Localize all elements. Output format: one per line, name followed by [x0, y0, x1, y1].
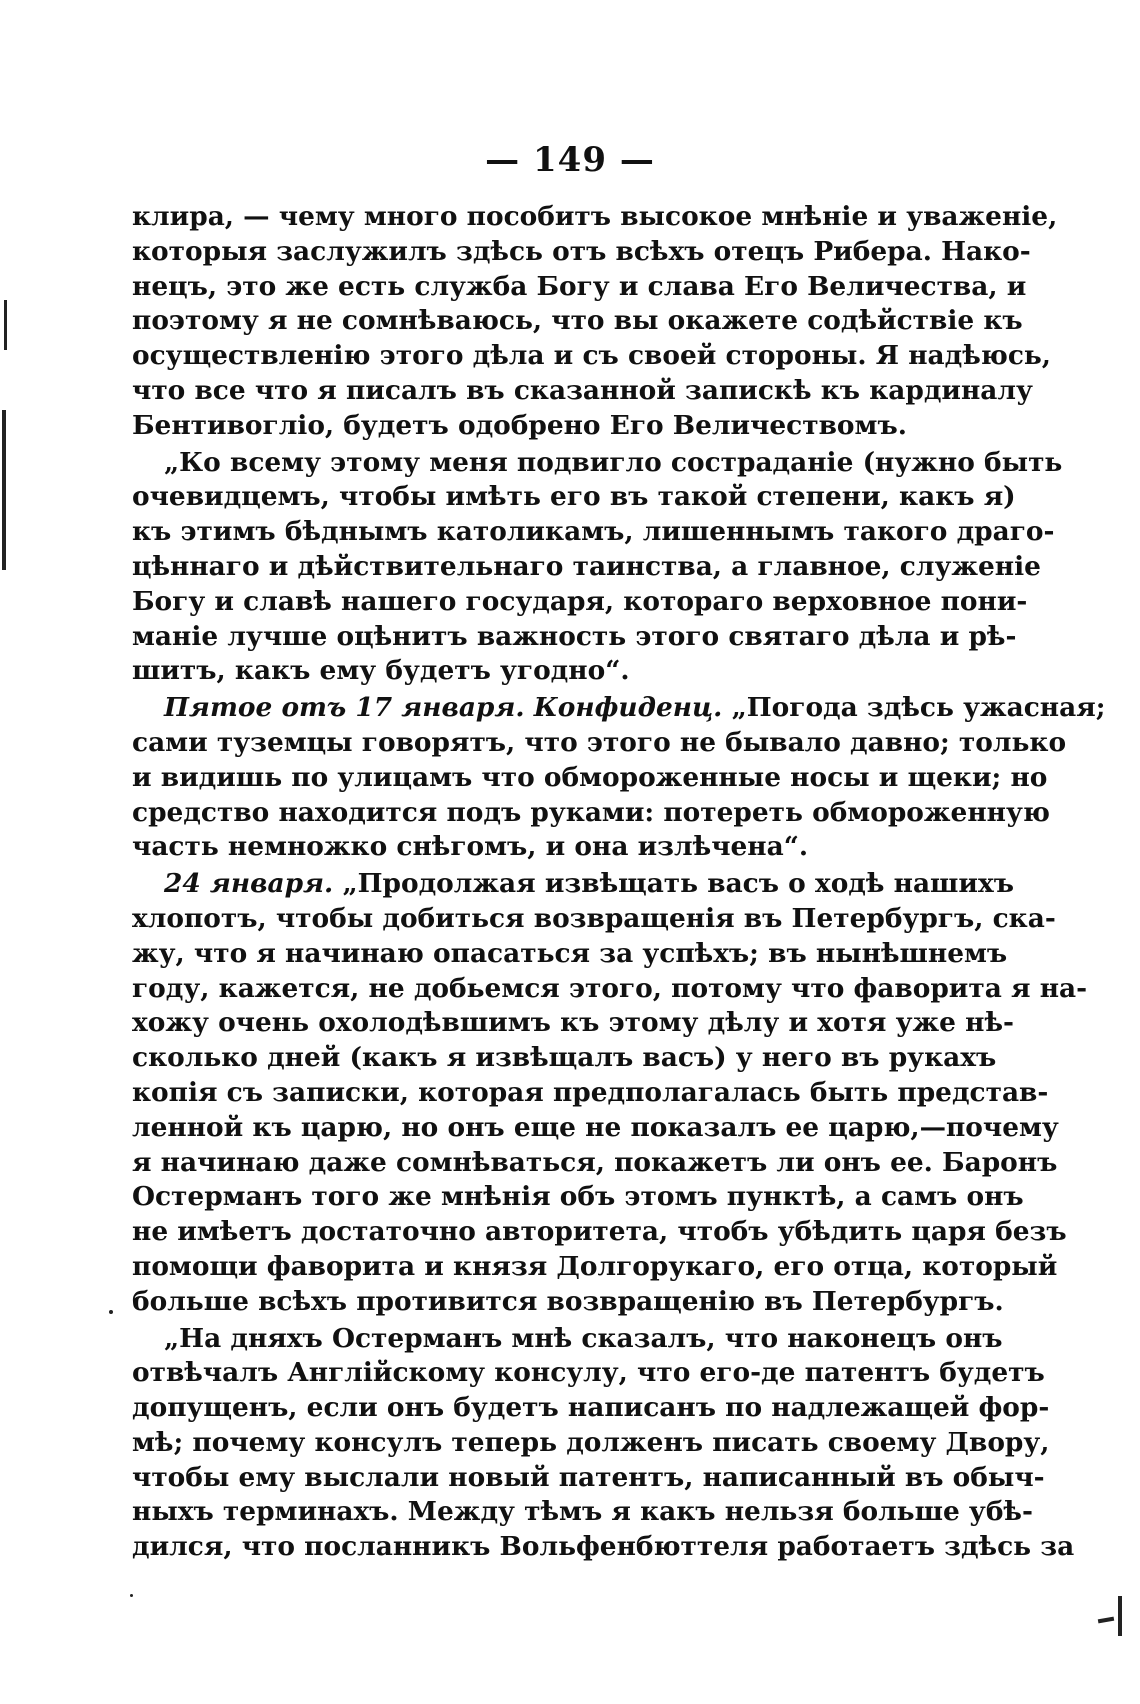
text-line: которыя заслужилъ здѣсь отъ всѣхъ отецъ Рибера. Нако- [132, 235, 1031, 267]
text-line: „На дняхъ Остерманъ мнѣ сказалъ, что наконецъ онъ [164, 1322, 1003, 1354]
text-line [132, 691, 1106, 726]
scan-edge-mark [4, 300, 7, 350]
text-line: больше всѣхъ противится возвращенію въ Петербургъ. [132, 1285, 1004, 1317]
scan-edge-mark [1118, 1596, 1122, 1636]
text-line: отвѣчалъ Англійскому консулу, что его-де патентъ будетъ [132, 1357, 1045, 1389]
text-run: „Погода здѣсь ужасная; [731, 692, 1106, 724]
text-line: осуществленію этого дѣла и съ своей стороны. Я надѣюсь, [132, 340, 1051, 372]
text-line: нецъ, это же есть служба Богу и слава Его Величества, и [132, 270, 1027, 302]
text-line: сколько дней (какъ я извѣщалъ васъ) у него въ рукахъ [132, 1042, 997, 1074]
text-line: году, кажется, не добьемся этого, потому что фаворита я на- [132, 972, 1088, 1004]
text-line: копія съ записки, которая предполагалась быть представ- [132, 1076, 1049, 1108]
text-line: средство находится подъ руками: потереть обмороженную [132, 796, 1050, 828]
text-line: поэтому я не сомнѣваюсь, что вы окажете содѣйствіе къ [132, 305, 1023, 337]
text-line: помощи фаворита и князя Долгорукаго, его отца, который [132, 1250, 1058, 1282]
paragraph [132, 200, 1058, 444]
page-text [132, 200, 1106, 1565]
text-line: хожу очень охолодѣвшимъ къ этому дѣлу и хотя уже нѣ- [132, 1007, 1014, 1039]
text-line: мѣ; почему консулъ теперь долженъ писать своему Двору, [132, 1426, 1050, 1458]
text-line: очевидцемъ, чтобы имѣть его въ такой степени, какъ я) [132, 481, 1016, 513]
paragraph [132, 691, 1106, 865]
text-run: „Продолжая извѣщать васъ о ходѣ нашихъ [342, 868, 1014, 900]
text-line: что все что я писалъ въ сказанной запискѣ къ кардиналу [132, 374, 1033, 406]
text-line: клира, — чему много пособитъ высокое мнѣніе и уваженіе, [132, 201, 1058, 232]
text-line: часть немножко снѣгомъ, и она излѣчена“. [132, 831, 809, 863]
letter-heading: 24 января. [164, 868, 334, 900]
text-line: „Ко всему этому меня подвигло состраданіе (нужно быть [164, 446, 1063, 478]
text-line: ленной къ царю, но онъ еще не показалъ ее царю,—почему [132, 1111, 1059, 1143]
letter-heading: Пятое отъ 17 января. Конфиденц. [164, 692, 723, 724]
scan-edge-mark [2, 410, 6, 570]
text-line: я начинаю даже сомнѣваться, покажетъ ли онъ ее. Баронъ [132, 1146, 1058, 1178]
text-line: жу, что я начинаю опасаться за успѣхъ; въ нынѣшнемъ [132, 937, 1008, 969]
scan-dust-dot [130, 1594, 133, 1597]
text-line: Бентивогліо, будетъ одобрено Его Величествомъ. [132, 409, 907, 441]
text-line [132, 867, 1014, 902]
text-line: Остерманъ того же мнѣнія объ этомъ пунктѣ, а самъ онъ [132, 1181, 1024, 1213]
paragraph [132, 446, 1063, 690]
text-line: и видишь по улицамъ что обмороженные носы и щеки; но [132, 761, 1048, 793]
text-line: не имѣетъ достаточно авторитета, чтобъ убѣдить царя безъ [132, 1216, 1067, 1248]
scan-edge-mark [1098, 1617, 1114, 1624]
paragraph [132, 867, 1088, 1319]
text-line: маніе лучше оцѣнитъ важность этого святаго дѣла и рѣ- [132, 620, 1017, 652]
text-line: сами туземцы говорятъ, что этого не бывало давно; только [132, 726, 1067, 758]
text-line: дился, что посланникъ Вольфенбюттеля работаетъ здѣсь за [132, 1531, 1075, 1563]
text-line: цѣннаго и дѣйствительнаго таинства, а главное, служеніе [132, 550, 1041, 582]
text-line: шитъ, какъ ему будетъ угодно“. [132, 655, 630, 687]
page-number: — 149 — [485, 140, 655, 180]
text-line: чтобы ему выслали новый патентъ, написанный въ обыч- [132, 1461, 1045, 1493]
text-line: къ этимъ бѣднымъ католикамъ, лишеннымъ такого драго- [132, 516, 1055, 548]
text-line: допущенъ, если онъ будетъ написанъ по надлежащей фор- [132, 1392, 1050, 1424]
text-line: ныхъ терминахъ. Между тѣмъ я какъ нельзя больше убѣ- [132, 1496, 1033, 1528]
text-line: хлопотъ, чтобы добиться возвращенія въ Петербургъ, ска- [132, 902, 1056, 934]
paragraph [132, 1322, 1075, 1566]
text-line: Богу и славѣ нашего государя, котораго верховное пони- [132, 585, 1028, 617]
scan-dust-dot [109, 1310, 113, 1314]
